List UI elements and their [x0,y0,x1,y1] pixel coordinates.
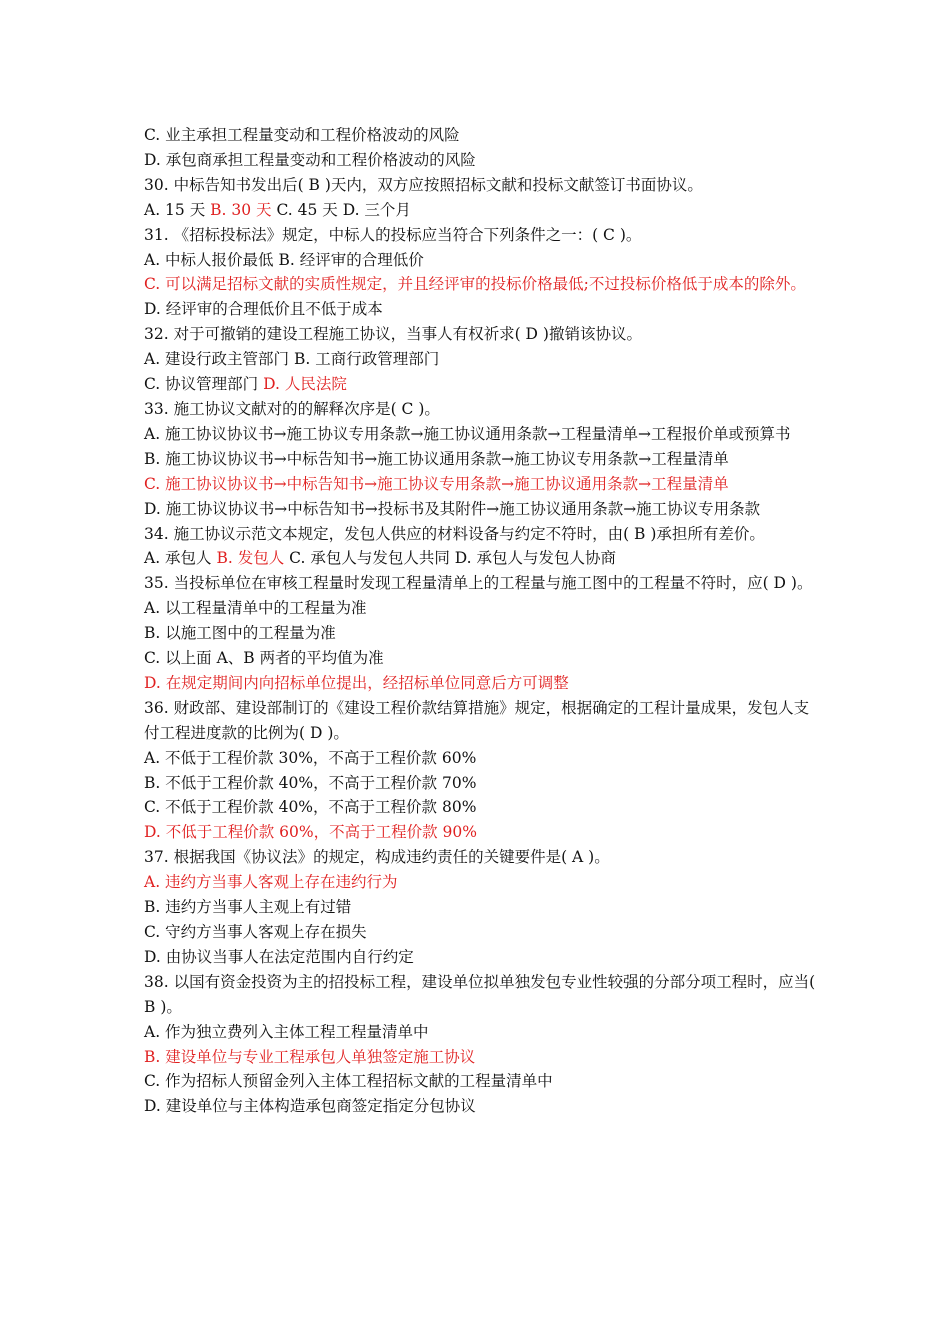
line-text: C. 协议管理部门 [144,375,264,394]
answer-highlight-text: D. 不低于工程价款 60%，不高于工程价款 90% [144,823,477,842]
text-line [144,322,824,347]
text-line [144,1020,824,1045]
line-text: C. 承包人与发包人共同 D. 承包人与发包人协商 [284,549,616,568]
line-text: 31. 《招标投标法》规定，中标人的投标应当符合下列条件之一：( C )。 [144,225,642,244]
text-line [144,621,824,646]
document-page [144,123,824,1119]
text-line [144,173,824,198]
line-text: A. 承包人 [144,549,217,568]
text-line [144,771,824,796]
line-text: B. 以施工图中的工程量为准 [144,624,336,643]
text-line [144,945,824,970]
text-line [144,920,824,945]
text-line [144,1045,824,1070]
line-text: D. 承包商承担工程量变动和工程价格波动的风险 [144,150,476,169]
line-text: A. 中标人报价最低 B. 经评审的合理低价 [144,250,424,269]
line-text: A. 15 天 [144,200,211,219]
line-text: A. 建设行政主管部门 B. 工商行政管理部门 [144,350,440,369]
answer-highlight-text: C. 可以满足招标文献的实质性规定，并且经评审的投标价格最低;不过投标价格低于成本的除外。 [144,275,806,294]
text-line [144,1069,824,1094]
text-line [144,1094,824,1119]
text-line [144,596,824,621]
text-line [144,696,824,746]
line-text: 34. 施工协议示范文本规定，发包人供应的材料设备与约定不符时，由( B )承担所有差价。 [144,524,765,543]
text-line [144,870,824,895]
line-text: 38. 以国有资金投资为主的招投标工程，建设单位拟单独发包专业性较强的分部分项工程时，应当( B )。 [144,972,821,1016]
answer-highlight-text: B. 发包人 [216,549,285,568]
line-text: C. 45 天 D. 三个月 [271,200,411,219]
answer-highlight-text: C. 施工协议协议书→中标告知书→施工协议专用条款→施工协议通用条款→工程量清单 [144,474,729,493]
line-text: C. 守约方当事人客观上存在损失 [144,923,367,941]
text-line [144,248,824,273]
answer-highlight-text: B. 建设单位与专业工程承包人单独签定施工协议 [144,1047,476,1066]
line-text: D. 施工协议协议书→中标告知书→投标书及其附件→施工协议通用条款→施工协议专用条款 [144,499,761,518]
text-line [144,123,824,148]
text-line [144,546,824,571]
line-text: A. 以工程量清单中的工程量为准 [144,599,367,618]
line-text: A. 不低于工程价款 30%，不高于工程价款 60% [144,748,477,767]
line-text: C. 不低于工程价款 40%，不高于工程价款 80% [144,798,477,817]
line-text: C. 以上面 A、B 两者的平均值为准 [144,649,384,668]
line-text: 30. 中标告知书发出后( B )天内，双方应按照招标文献和投标文献签订书面协议。 [144,175,703,194]
line-text: 36. 财政部、建设部制订的《建设工程价款结算措施》规定，根据确定的工程计量成果，发包人支付工程进度款的比例为( D )。 [144,698,810,742]
answer-highlight-text: A. 违约方当事人客观上存在违约行为 [144,873,398,892]
text-line [144,447,824,472]
line-text: 37. 根据我国《协议法》的规定，构成违约责任的关键要件是( A )。 [144,848,610,867]
text-line [144,397,824,422]
text-line [144,970,824,1020]
line-text: 33. 施工协议文献对的的解释次序是( C )。 [144,399,440,418]
line-text: B. 违约方当事人主观上有过错 [144,898,352,917]
answer-highlight-text: D. 人民法院 [263,375,347,394]
line-text: B. 施工协议协议书→中标告知书→施工协议通用条款→施工协议专用条款→工程量清单 [144,449,729,468]
line-text: D. 经评审的合理低价且不低于成本 [144,300,383,319]
text-line [144,422,824,447]
text-line [144,472,824,497]
line-text: 35. 当投标单位在审核工程量时发现工程量清单上的工程量与施工图中的工程量不符时，应( D )。 [144,574,813,593]
text-line [144,272,824,297]
text-line [144,671,824,696]
answer-highlight-text: D. 在规定期间内向招标单位提出，经招标单位同意后方可调整 [144,673,569,692]
line-text: 32. 对于可撤销的建设工程施工协议，当事人有权祈求( D )撤销该协议。 [144,325,642,344]
line-text: D. 建设单位与主体构造承包商签定指定分包协议 [144,1097,476,1116]
text-line [144,148,824,173]
text-line [144,845,824,870]
line-text: B. 不低于工程价款 40%，不高于工程价款 70% [144,773,477,792]
text-line [144,297,824,322]
answer-highlight-text: B. 30 天 [210,200,272,219]
text-line [144,820,824,845]
line-text: C. 作为招标人预留金列入主体工程招标文献的工程量清单中 [144,1072,553,1091]
text-line [144,497,824,522]
text-line [144,347,824,372]
line-text: D. 由协议当事人在法定范围内自行约定 [144,947,414,966]
text-line [144,571,824,596]
text-line [144,198,824,223]
text-line [144,223,824,248]
line-text: A. 作为独立费列入主体工程工程量清单中 [144,1022,429,1041]
text-line [144,895,824,920]
line-text: A. 施工协议协议书→施工协议专用条款→施工协议通用条款→工程量清单→工程报价单或预算书 [144,424,791,443]
text-line [144,372,824,397]
text-line [144,522,824,547]
text-line [144,795,824,820]
text-line [144,746,824,771]
text-line [144,646,824,671]
line-text: C. 业主承担工程量变动和工程价格波动的风险 [144,126,460,144]
